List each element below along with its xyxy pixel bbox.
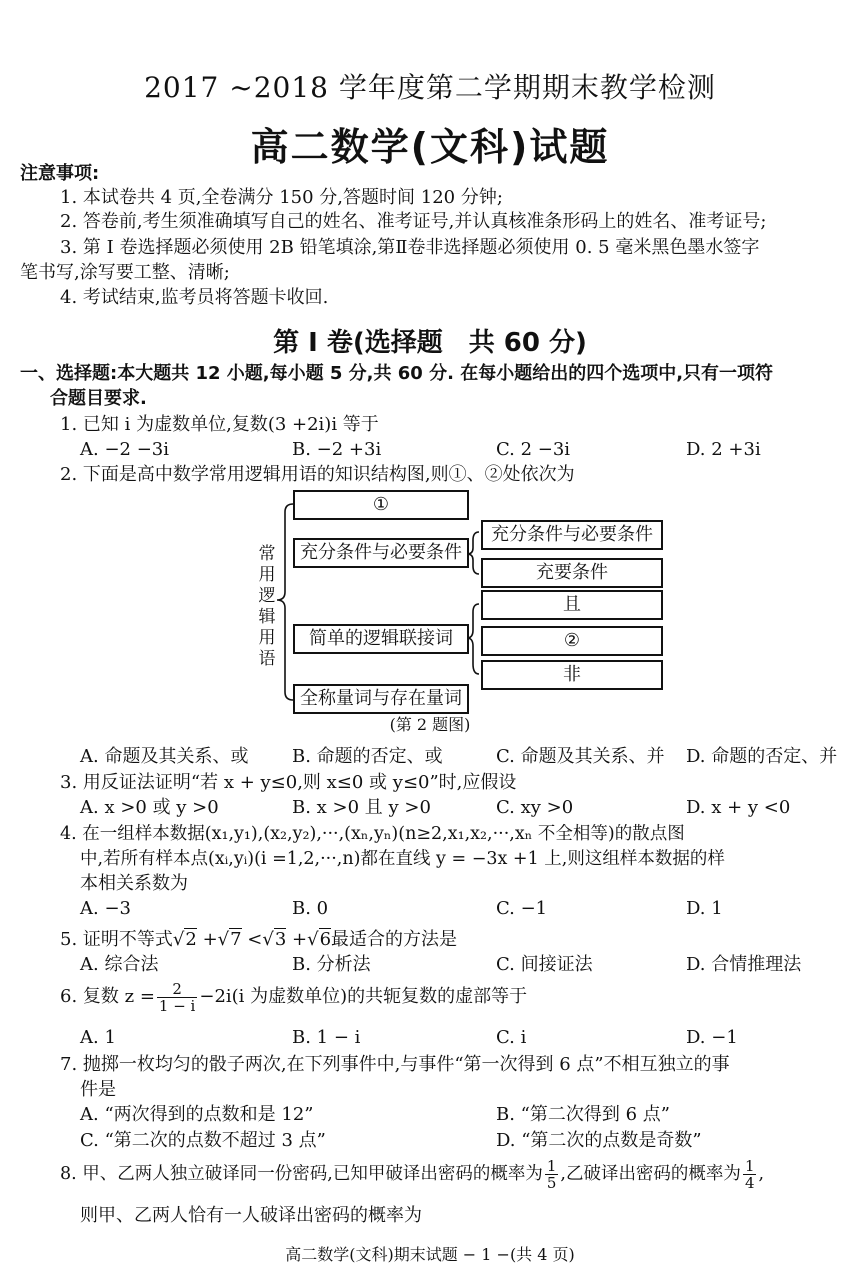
q5-sqrt-3: 3 bbox=[274, 929, 287, 950]
section-intro: 一、选择题:本大题共 12 小题,每小题 5 分,共 60 分. 在每小题给出的四个选项中,只有一项符 bbox=[20, 363, 774, 384]
question-4-stem: 4. 在一组样本数据(x₁,y₁),(x₂,y₂),···,(xₙ,yₙ)(n≥2,x₁,x₂,···,xₙ 不全相等)的散点图 bbox=[60, 824, 685, 844]
question-4-stem-end: 本相关系数为 bbox=[80, 873, 188, 894]
q1-option-b: B. −2 +3i bbox=[292, 439, 382, 460]
root-char: 逻 bbox=[258, 586, 276, 606]
q5-pre-text: 5. 证明不等式 bbox=[60, 929, 173, 950]
q1-option-d: D. 2 +3i bbox=[686, 439, 761, 460]
q5-sqrt-6: 6 bbox=[319, 929, 332, 950]
q6-option-d: D. −1 bbox=[686, 1027, 738, 1048]
question-7-stem: 7. 抛掷一枚均匀的骰子两次,在下列事件中,与事件“第一次得到 6 点”不相互独立的事 bbox=[60, 1054, 730, 1075]
diagram-box-blank-1: ① bbox=[293, 490, 469, 520]
q8-f1-numerator: 1 bbox=[546, 1157, 557, 1175]
exam-year-heading: 2017 ~2018 学年度第二学期期末教学检测 bbox=[144, 71, 716, 104]
q5-option-d: D. 合情推理法 bbox=[686, 954, 802, 975]
q6-option-a: A. 1 bbox=[80, 1027, 116, 1048]
question-6-stem bbox=[60, 980, 527, 1014]
q5-option-b: B. 分析法 bbox=[292, 954, 371, 975]
q1-option-c: C. 2 −3i bbox=[496, 439, 571, 460]
diagram-box-quantifiers: 全称量词与存在量词 bbox=[293, 684, 469, 714]
q6-option-c: C. i bbox=[496, 1027, 527, 1048]
q4-option-d: D. 1 bbox=[686, 898, 723, 919]
q2-option-b: B. 命题的否定、或 bbox=[292, 746, 443, 767]
q8-pre-text: 8. 甲、乙两人独立破译同一份密码,已知甲破译出密码的概率为 bbox=[60, 1164, 543, 1184]
question-5-stem: 5. 证明不等式√2 +√7 <√3 +√6最适合的方法是 bbox=[60, 929, 458, 950]
diagram-sub-conditions: 充分条件与必要条件 bbox=[481, 520, 663, 550]
q7-option-d: D. “第二次的点数是奇数” bbox=[496, 1130, 702, 1151]
q8-fraction-jia bbox=[545, 1158, 559, 1191]
q8-f1-denominator: 5 bbox=[546, 1174, 557, 1192]
exam-title: 高二数学(文科)试题 bbox=[250, 125, 610, 169]
page-footer: 高二数学(文科)期末试题 − 1 −(共 4 页) bbox=[285, 1245, 575, 1264]
note-item: 2. 答卷前,考生须准确填写自己的姓名、准考证号,并认真核准条形码上的姓名、准考证号; bbox=[60, 211, 767, 232]
q2-option-d: D. 命题的否定、并 bbox=[686, 746, 838, 767]
q3-option-a: A. x >0 或 y >0 bbox=[80, 797, 219, 818]
question-1-stem: 1. 已知 i 为虚数单位,复数(3 +2i)i 等于 bbox=[60, 414, 379, 435]
notes-heading: 注意事项: bbox=[20, 163, 100, 184]
diagram-sub-blank-2: ② bbox=[481, 626, 663, 656]
note-item: 3. 第 Ⅰ 卷选择题必须使用 2B 铅笔填涂,第Ⅱ卷非选择题必须使用 0. 5 毫米黑色墨水签字 bbox=[60, 237, 760, 258]
question-8-stem-continued: 则甲、乙两人恰有一人破译出密码的概率为 bbox=[80, 1205, 422, 1226]
diagram-root-label bbox=[257, 544, 277, 670]
q5-option-a: A. 综合法 bbox=[80, 954, 159, 975]
q1-option-a: A. −2 −3i bbox=[80, 439, 169, 460]
q4-option-b: B. 0 bbox=[292, 898, 329, 919]
q5-post-text: 最适合的方法是 bbox=[331, 929, 458, 950]
diagram-caption: (第 2 题图) bbox=[389, 715, 471, 734]
root-char: 用 bbox=[258, 628, 276, 648]
question-8-stem bbox=[60, 1156, 764, 1192]
root-char: 语 bbox=[258, 649, 276, 669]
question-2-stem: 2. 下面是高中数学常用逻辑用语的知识结构图,则①、②处依次为 bbox=[60, 464, 575, 485]
q4-option-c: C. −1 bbox=[496, 898, 548, 919]
q5-sqrt-2: 2 bbox=[185, 929, 197, 950]
root-char: 辑 bbox=[258, 607, 276, 627]
note-item: 1. 本试卷共 4 页,全卷满分 150 分,答题时间 120 分钟; bbox=[60, 187, 503, 208]
diagram-box-conditions: 充分条件与必要条件 bbox=[293, 538, 469, 568]
q8-end-text: , bbox=[758, 1164, 765, 1184]
q6-fraction bbox=[157, 981, 197, 1014]
q4-option-a: A. −3 bbox=[80, 898, 131, 919]
question-3-stem: 3. 用反证法证明“若 x + y≤0,则 x≤0 或 y≤0”时,应假设 bbox=[60, 772, 517, 793]
logic-structure-diagram bbox=[255, 482, 665, 720]
root-brace bbox=[277, 504, 293, 700]
q6-option-b: B. 1 − i bbox=[292, 1027, 361, 1048]
q8-fraction-yi bbox=[743, 1158, 757, 1191]
q8-mid-text: ,乙破译出密码的概率为 bbox=[560, 1164, 741, 1184]
q8-f2-numerator: 1 bbox=[744, 1157, 755, 1175]
note-item: 4. 考试结束,监考员将答题卡收回. bbox=[60, 287, 329, 308]
note-item-continued: 笔书写,涂写要工整、清晰; bbox=[20, 262, 230, 283]
diagram-sub-iff: 充要条件 bbox=[481, 558, 663, 588]
q5-option-c: C. 间接证法 bbox=[496, 954, 593, 975]
question-4-stem-continued: 中,若所有样本点(xᵢ,yᵢ)(i =1,2,···,n)都在直线 y = −3x +1 上,则这组样本数据的样 bbox=[80, 849, 725, 869]
diagram-box-connectives: 简单的逻辑联接词 bbox=[293, 624, 469, 654]
q3-option-b: B. x >0 且 y >0 bbox=[292, 797, 431, 818]
root-char: 常 bbox=[258, 544, 276, 564]
diagram-sub-and: 且 bbox=[481, 590, 663, 620]
q2-option-a: A. 命题及其关系、或 bbox=[80, 746, 249, 767]
section-intro-continued: 合题目要求. bbox=[50, 388, 147, 409]
q6-denominator: 1 − i bbox=[158, 996, 196, 1015]
q5-sqrt-7: 7 bbox=[230, 929, 242, 950]
q2-option-c: C. 命题及其关系、并 bbox=[496, 746, 665, 767]
q6-pre-text: 6. 复数 z = bbox=[60, 986, 155, 1007]
root-char: 用 bbox=[258, 565, 276, 585]
question-7-stem-continued: 件是 bbox=[80, 1079, 116, 1100]
q6-post-text: −2i(i 为虚数单位)的共轭复数的虚部等于 bbox=[199, 986, 528, 1007]
q3-option-d: D. x + y <0 bbox=[686, 797, 791, 818]
q7-option-b: B. “第二次得到 6 点” bbox=[496, 1104, 670, 1125]
q3-option-c: C. xy >0 bbox=[496, 797, 574, 818]
q7-option-a: A. “两次得到的点数和是 12” bbox=[80, 1104, 314, 1125]
section-title: 第 Ⅰ 卷(选择题 共 60 分) bbox=[273, 328, 587, 358]
q8-f2-denominator: 4 bbox=[744, 1174, 755, 1192]
q6-numerator: 2 bbox=[157, 981, 197, 998]
diagram-sub-not: 非 bbox=[481, 660, 663, 690]
q7-option-c: C. “第二次的点数不超过 3 点” bbox=[80, 1130, 326, 1151]
